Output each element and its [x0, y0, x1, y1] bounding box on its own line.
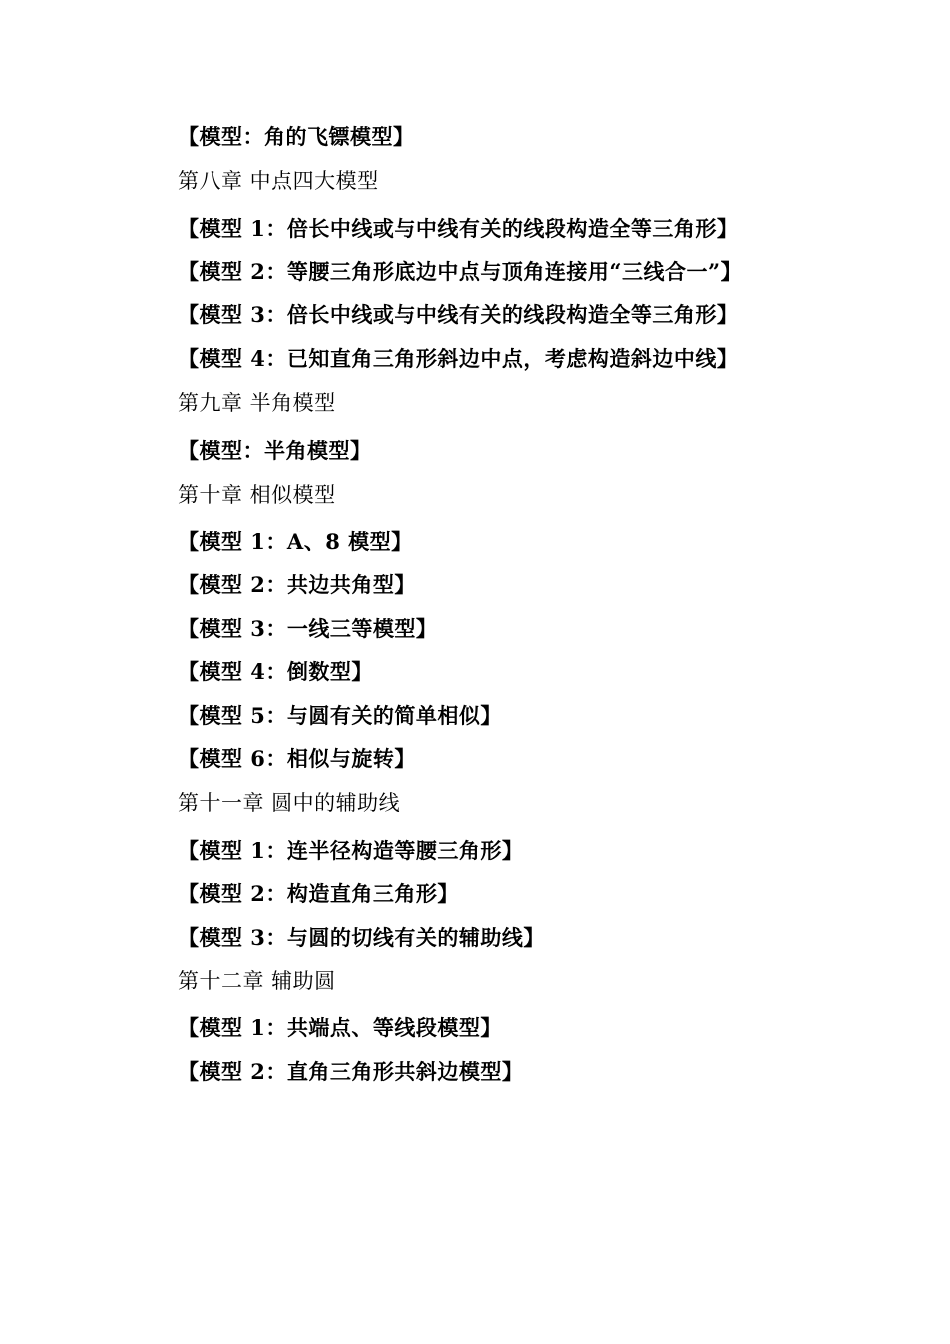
chapter-heading: 第十二章 辅助圆	[178, 969, 336, 993]
model-heading: 【模型 2：等腰三角形底边中点与顶角连接用“三线合一”】	[178, 259, 743, 284]
chapter-heading: 第九章 半角模型	[178, 391, 336, 415]
model-heading: 【模型 6：相似与旋转】	[178, 746, 416, 771]
model-heading: 【模型 1：倍长中线或与中线有关的线段构造全等三角形】	[178, 216, 739, 241]
model-heading: 【模型 1：A、8 模型】	[178, 529, 413, 554]
model-heading: 【模型 1：连半径构造等腰三角形】	[178, 838, 524, 863]
model-heading: 【模型 3：与圆的切线有关的辅助线】	[178, 925, 545, 950]
model-heading: 【模型 5：与圆有关的简单相似】	[178, 703, 502, 728]
model-heading: 【模型：角的飞镖模型】	[178, 124, 415, 149]
model-heading: 【模型 3：一线三等模型】	[178, 616, 438, 641]
chapter-heading: 第十章 相似模型	[178, 483, 336, 507]
model-heading: 【模型 2：直角三角形共斜边模型】	[178, 1059, 524, 1084]
model-heading: 【模型 4：倒数型】	[178, 659, 373, 684]
chapter-heading: 第八章 中点四大模型	[178, 169, 379, 193]
model-heading: 【模型：半角模型】	[178, 438, 372, 463]
model-heading: 【模型 4：已知直角三角形斜边中点，考虑构造斜边中线】	[178, 346, 739, 371]
model-heading: 【模型 2：构造直角三角形】	[178, 881, 459, 906]
chapter-heading: 第十一章 圆中的辅助线	[178, 791, 401, 815]
model-heading: 【模型 1：共端点、等线段模型】	[178, 1015, 502, 1040]
model-heading: 【模型 3：倍长中线或与中线有关的线段构造全等三角形】	[178, 302, 739, 327]
model-heading: 【模型 2：共边共角型】	[178, 572, 416, 597]
